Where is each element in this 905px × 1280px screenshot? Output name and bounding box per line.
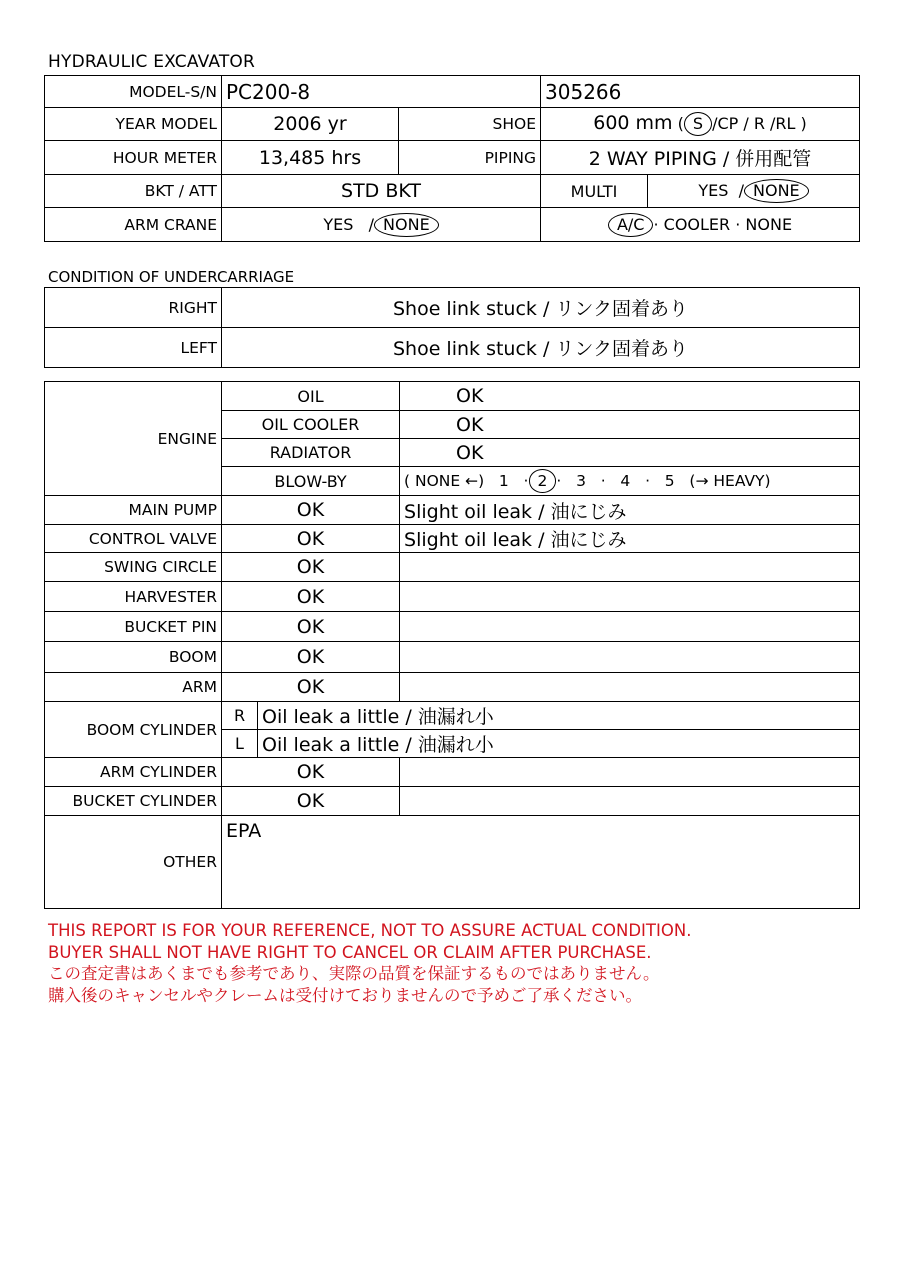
radiator-label: RADIATOR bbox=[222, 439, 400, 467]
undercarriage-heading: CONDITION OF UNDERCARRIAGE bbox=[48, 268, 295, 286]
radiator-value: OK bbox=[400, 439, 860, 467]
oil-value: OK bbox=[400, 382, 860, 411]
boom-cylinder-label: BOOM CYLINDER bbox=[45, 702, 222, 758]
multi-none-selected: NONE bbox=[744, 179, 809, 203]
swing-circle-label: SWING CIRCLE bbox=[45, 553, 222, 582]
shoe-open-paren: ( bbox=[677, 114, 684, 133]
bucket-pin-label: BUCKET PIN bbox=[45, 612, 222, 642]
arm-cylinder-label: ARM CYLINDER bbox=[45, 758, 222, 787]
swing-circle-note bbox=[400, 553, 860, 582]
boom-label: BOOM bbox=[45, 642, 222, 673]
multi-label: MULTI bbox=[541, 175, 648, 208]
harvester-label: HARVESTER bbox=[45, 582, 222, 612]
ac-options: · COOLER · NONE bbox=[653, 214, 793, 234]
arm-crane-label: ARM CRANE bbox=[45, 208, 222, 242]
other-label: OTHER bbox=[45, 816, 222, 909]
main-pump-label: MAIN PUMP bbox=[45, 496, 222, 525]
ac-value bbox=[541, 208, 860, 242]
arm-crane-none-selected: NONE bbox=[374, 213, 439, 237]
shoe-label: SHOE bbox=[399, 108, 541, 141]
arm-label: ARM bbox=[45, 673, 222, 702]
shoe-value bbox=[541, 108, 860, 141]
bucket-cylinder-note bbox=[400, 787, 860, 816]
undercarriage-table bbox=[44, 287, 860, 368]
undercarriage-right-value: Shoe link stuck / リンク固着あり bbox=[222, 288, 860, 328]
serial-value: 305266 bbox=[541, 76, 860, 108]
hour-meter-value: 13,485 hrs bbox=[222, 141, 399, 175]
blowby-scale-right: · 3 · 4 · 5 (→ HEAVY) bbox=[556, 472, 771, 490]
disclaimer-line-4: 購入後のキャンセルやクレームは受付けておりませんので予めご了承ください。 bbox=[48, 985, 642, 1005]
undercarriage-left-label: LEFT bbox=[45, 328, 222, 368]
bucket-cylinder-label: BUCKET CYLINDER bbox=[45, 787, 222, 816]
blowby-label: BLOW-BY bbox=[222, 467, 400, 496]
main-pump-note: Slight oil leak / 油にじみ bbox=[400, 496, 860, 525]
machine-info-table bbox=[44, 75, 860, 242]
shoe-type-options: /CP / R /RL ) bbox=[712, 114, 807, 133]
arm-crane-value bbox=[222, 208, 541, 242]
multi-value bbox=[648, 175, 860, 208]
multi-sep: / bbox=[738, 181, 744, 200]
boom-cylinder-l-value: Oil leak a little / 油漏れ小 bbox=[258, 730, 860, 758]
oil-label: OIL bbox=[222, 382, 400, 411]
control-valve-value: OK bbox=[222, 525, 400, 553]
bucket-cylinder-value: OK bbox=[222, 787, 400, 816]
oil-cooler-value: OK bbox=[400, 411, 860, 439]
disclaimer bbox=[48, 920, 691, 1006]
boom-cylinder-r-value: Oil leak a little / 油漏れ小 bbox=[258, 702, 860, 730]
control-valve-note: Slight oil leak / 油にじみ bbox=[400, 525, 860, 553]
control-valve-label: CONTROL VALVE bbox=[45, 525, 222, 553]
piping-label: PIPING bbox=[399, 141, 541, 175]
blowby-scale-left: ( NONE ←) 1 · bbox=[404, 472, 529, 490]
ac-selected: A/C bbox=[608, 213, 654, 237]
arm-cylinder-value: OK bbox=[222, 758, 400, 787]
main-pump-value: OK bbox=[222, 496, 400, 525]
bkt-att-value: STD BKT bbox=[222, 175, 541, 208]
hour-meter-label: HOUR METER bbox=[45, 141, 222, 175]
disclaimer-line-2: BUYER SHALL NOT HAVE RIGHT TO CANCEL OR CLAIM AFTER PURCHASE. bbox=[48, 942, 652, 962]
arm-cylinder-note bbox=[400, 758, 860, 787]
harvester-value: OK bbox=[222, 582, 400, 612]
blowby-selected: 2 bbox=[529, 469, 557, 493]
engine-label: ENGINE bbox=[45, 382, 222, 496]
arm-note bbox=[400, 673, 860, 702]
model-sn-label: MODEL-S/N bbox=[45, 76, 222, 108]
disclaimer-line-1: THIS REPORT IS FOR YOUR REFERENCE, NOT TO ASSURE ACTUAL CONDITION. bbox=[48, 921, 692, 940]
bucket-pin-note bbox=[400, 612, 860, 642]
inspection-table bbox=[44, 381, 860, 909]
shoe-type-selected: S bbox=[684, 112, 712, 136]
oil-cooler-label: OIL COOLER bbox=[222, 411, 400, 439]
boom-cylinder-l-label: L bbox=[222, 730, 258, 758]
arm-crane-yes: YES bbox=[323, 214, 354, 234]
document-title: HYDRAULIC EXCAVATOR bbox=[48, 52, 256, 72]
undercarriage-right-label: RIGHT bbox=[45, 288, 222, 328]
shoe-size: 600 mm bbox=[593, 112, 673, 134]
disclaimer-line-3: この査定書はあくまでも参考であり、実際の品質を保証するものではありません。 bbox=[48, 964, 660, 983]
year-model-label: YEAR MODEL bbox=[45, 108, 222, 141]
year-model-value: 2006 yr bbox=[222, 108, 399, 141]
piping-value: 2 WAY PIPING / 併用配管 bbox=[541, 141, 860, 175]
blowby-scale bbox=[400, 467, 860, 496]
multi-yes: YES bbox=[698, 181, 729, 200]
boom-note bbox=[400, 642, 860, 673]
model-value: PC200-8 bbox=[222, 76, 541, 108]
boom-cylinder-r-label: R bbox=[222, 702, 258, 730]
arm-value: OK bbox=[222, 673, 400, 702]
arm-crane-sep: / bbox=[368, 214, 375, 234]
other-value: EPA bbox=[222, 816, 860, 909]
swing-circle-value: OK bbox=[222, 553, 400, 582]
undercarriage-left-value: Shoe link stuck / リンク固着あり bbox=[222, 328, 860, 368]
harvester-note bbox=[400, 582, 860, 612]
bucket-pin-value: OK bbox=[222, 612, 400, 642]
bkt-att-label: BKT / ATT bbox=[45, 175, 222, 208]
boom-value: OK bbox=[222, 642, 400, 673]
